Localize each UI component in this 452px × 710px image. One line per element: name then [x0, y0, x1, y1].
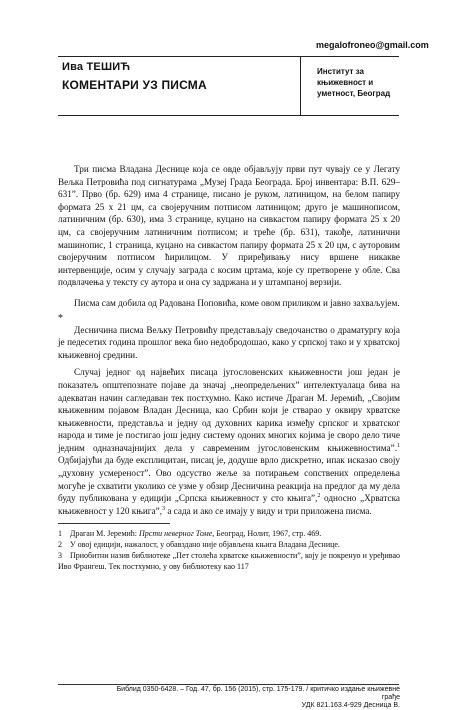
footnote-rule	[58, 523, 170, 524]
paragraph: Писма сам добила од Радована Поповића, коме овом приликом и јавно захваљујем.	[74, 297, 400, 308]
paragraph	[58, 366, 400, 517]
header-bottom-rule	[58, 115, 399, 116]
section-separator: *	[58, 312, 63, 324]
footer-rule	[58, 684, 399, 685]
footnote-text: У овој едицији, нажалост, у обавздано није објављена књига Владана Деснице.	[70, 540, 340, 550]
article-body	[58, 163, 400, 572]
article-title: КОМЕНТАРИ УЗ ПИСМА	[62, 78, 207, 92]
footnote-text: , Београд, Нолит, 1967, стр. 469.	[212, 529, 322, 539]
paragraph-text: Одбијајући да буде експлицитан, писац је, додуше врло дискретно, ипак исказао своју „духовну усмереност”. Ово одсуство жеље за потирањем сопствених определења могуће је схватити уколико се узме у обзир Десничина реакција на предлог да му дела буду публикована у едицији „Српска књижевност у сто књига”,	[58, 455, 400, 504]
footnote-text: Драган М. Јеремић:	[70, 529, 140, 539]
udc-line: УДК 821.163.4-929 Десница В.	[301, 702, 400, 709]
paragraph: Десничина писма Вељку Петровићу представљају сведочанство о драматургу која је педесетих година прошлог века био недобродошао, како у српској тако и у хрватској књижевној средини.	[58, 324, 400, 360]
footnote-number: 3	[58, 551, 62, 561]
footnote-book-title: Прсти неверног Томе	[139, 529, 213, 539]
header-top-rule	[58, 56, 399, 57]
footnote-ref[interactable]: 1	[397, 442, 400, 449]
author-email: megalofroneo@gmail.com	[316, 40, 429, 50]
footnote	[58, 550, 400, 572]
footnote	[58, 528, 400, 539]
author-affiliation	[317, 66, 407, 99]
footnote-ref[interactable]: 2	[317, 493, 321, 500]
header-divider	[300, 56, 301, 116]
author-name: Ива ТЕШИЋ	[62, 61, 131, 73]
citation-line: Библид 0350-6428. – Год. 47, бр. 156 (2015), стр. 175-179. / критичко издање књижевне грађе	[116, 686, 400, 701]
citation-block	[100, 686, 400, 710]
affiliation-line: књижевност и	[317, 78, 374, 87]
paragraph-text: односно „Хрватска књижевност у 120 књига”,	[58, 493, 400, 516]
paragraph-text: Случај једног од највећих писаца југословенских књижевности још један је показатељ општепознате појаве да значај „неопредељених” интелектуалаца бива на адекватан начин сагледаван тек постхумно. Како истиче Драган М. Јеремић, „Својим књижевним појавом Владан Десница, као Србин који је стварао у оквиру хрватске књижевности, представља и једну од духовних карика између српског и хрватског народа и тиме је постигао још једну систему одоних многих којима је своро дело тиче једним одназначајнијих дела у савременим југословенским књижевностима”.	[58, 367, 400, 453]
footnote-text: Приобитни назив библиотеке „Пет столећа хрватске књижевности”, коју је покренуо и уређивао Иво Франгеш. Тек постхумно, у ову библиотеку као 117	[58, 551, 400, 572]
footnote	[58, 539, 400, 550]
affiliation-line: уметност, Београд	[317, 89, 391, 98]
footnote-number: 2	[58, 540, 62, 550]
footnote-number: 1	[58, 529, 62, 539]
paragraph-text: а сада и ако се имају у виду и три приложена писма.	[165, 505, 372, 516]
footnote-ref[interactable]: 3	[162, 505, 166, 512]
paragraph: Три писма Владана Деснице која се овде објављују први пут чувају се у Легату Вељка Петровића под сигнатурама „Музеј Града Београда. Број инвентара: В.П. 629–631”. Прво (бр. 629) има 4 странице, писано је руком, латиницом, на белом папиру формата 25 х 21 цм, са својеручним потписом латиницом; друго је машинописом, латиничним (бр. 630), има 3 странице, куцано на сивкастом папиру формата 25 х 20 цм, са својеручним латиничним потписом; и треће (бр. 631), такође, латинични машинопис, 1 страница, куцано на сивкастом папиру формата 25 х 20 цм, с ауторовим својеручним потписом ћирилицом. У приређивању нису вршене никакве интервенције, осим у случају заграда с косим цртама, које су претворене у обле. Сва подвлачења у тексту су аутора и она су задржана и у штампаној верзији.	[58, 164, 400, 288]
affiliation-line: Институт за	[317, 67, 364, 76]
